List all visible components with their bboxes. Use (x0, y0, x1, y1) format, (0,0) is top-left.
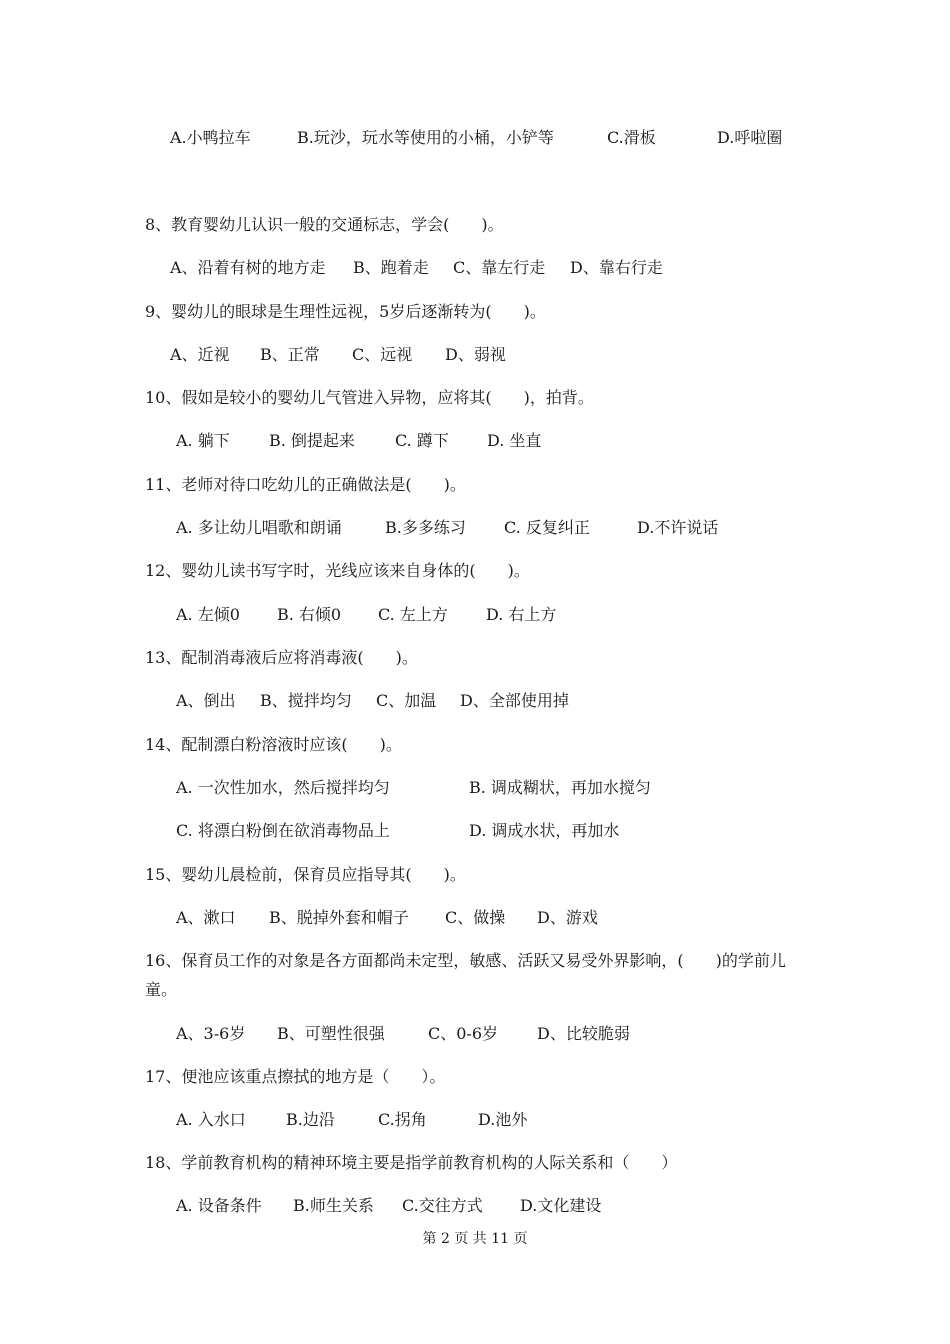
q11-option-c: C. 反复纠正 (504, 518, 590, 537)
q16-option-b: B、可塑性很强 (277, 1024, 385, 1043)
q13-option-a: A、倒出 (176, 691, 236, 710)
q18-option-c: C.交往方式 (402, 1196, 483, 1215)
q14-option-c: C. 将漂白粉倒在欲消毒物品上 (176, 821, 390, 840)
q18-option-a: A. 设备条件 (176, 1196, 262, 1215)
q7-option-b: B.玩沙，玩水等使用的小桶，小铲等 (297, 128, 554, 147)
q12-option-b: B. 右倾0 (277, 605, 342, 624)
q9-option-d: D、弱视 (445, 345, 506, 364)
q10-option-d: D. 坐直 (487, 431, 542, 450)
q10-option-a: A. 躺下 (176, 431, 230, 450)
question-18: 18、学前教育机构的精神环境主要是指学前教育机构的人际关系和（ ） (145, 1153, 678, 1172)
q7-option-c: C.滑板 (607, 128, 656, 147)
q8-option-a: A、沿着有树的地方走 (170, 258, 326, 277)
q9-option-c: C、远视 (352, 345, 413, 364)
q10-option-c: C. 蹲下 (395, 431, 449, 450)
q15-option-d: D、游戏 (537, 908, 598, 927)
question-15: 15、婴幼儿晨检前，保育员应指导其( )。 (145, 865, 466, 884)
q8-option-b: B、跑着走 (353, 258, 429, 277)
q9-option-a: A、近视 (170, 345, 230, 364)
question-13: 13、配制消毒液后应将消毒液( )。 (145, 648, 418, 667)
q14-option-d: D. 调成水状，再加水 (469, 821, 620, 840)
q16-option-a: A、3-6岁 (176, 1024, 246, 1043)
q7-option-d: D.呼啦圈 (717, 128, 783, 147)
q13-option-b: B、搅拌均匀 (260, 691, 352, 710)
question-10: 10、假如是较小的婴幼儿气管进入异物，应将其( )，拍背。 (145, 388, 594, 407)
q12-option-d: D. 右上方 (486, 605, 557, 624)
q15-option-b: B、脱掉外套和帽子 (269, 908, 409, 927)
q7-option-a: A.小鸭拉车 (170, 128, 251, 147)
q13-option-d: D、全部使用掉 (460, 691, 569, 710)
q8-option-d: D、靠右行走 (570, 258, 663, 277)
question-11: 11、老师对待口吃幼儿的正确做法是( )。 (145, 475, 466, 494)
question-16-line2: 童。 (145, 980, 178, 999)
q12-option-a: A. 左倾0 (176, 605, 240, 624)
q8-option-c: C、靠左行走 (453, 258, 546, 277)
q18-option-d: D.文化建设 (520, 1196, 602, 1215)
q12-option-c: C. 左上方 (378, 605, 448, 624)
q11-option-a: A. 多让幼儿唱歌和朗诵 (176, 518, 342, 537)
question-12: 12、婴幼儿读书写字时，光线应该来自身体的( )。 (145, 561, 530, 580)
q10-option-b: B. 倒提起来 (269, 431, 355, 450)
page-footer: 第 2 页 共 11 页 (422, 1231, 528, 1247)
q17-option-d: D.池外 (478, 1110, 528, 1129)
q17-option-a: A. 入水口 (176, 1110, 246, 1129)
q16-option-c: C、0-6岁 (428, 1024, 499, 1043)
question-14: 14、配制漂白粉溶液时应该( )。 (145, 735, 402, 754)
q18-option-b: B.师生关系 (293, 1196, 374, 1215)
q14-option-b: B. 调成糊状，再加水搅匀 (469, 778, 651, 797)
q11-option-d: D.不许说话 (637, 518, 719, 537)
q17-option-c: C.拐角 (378, 1110, 427, 1129)
q16-option-d: D、比较脆弱 (537, 1024, 630, 1043)
question-16-line1: 16、保育员工作的对象是各方面都尚未定型，敏感、活跃又易受外界影响，( )的学前儿 (145, 951, 786, 970)
q13-option-c: C、加温 (376, 691, 437, 710)
question-9: 9、婴幼儿的眼球是生理性远视，5岁后逐渐转为( )。 (145, 302, 546, 321)
q9-option-b: B、正常 (260, 345, 320, 364)
question-17: 17、便池应该重点擦拭的地方是（ ）。 (145, 1067, 446, 1086)
q15-option-c: C、做操 (445, 908, 506, 927)
q11-option-b: B.多多练习 (385, 518, 466, 537)
question-8: 8、教育婴幼儿认识一般的交通标志，学会( )。 (145, 215, 504, 234)
q15-option-a: A、漱口 (176, 908, 236, 927)
q14-option-a: A. 一次性加水，然后搅拌均匀 (176, 778, 390, 797)
q17-option-b: B.边沿 (286, 1110, 335, 1129)
